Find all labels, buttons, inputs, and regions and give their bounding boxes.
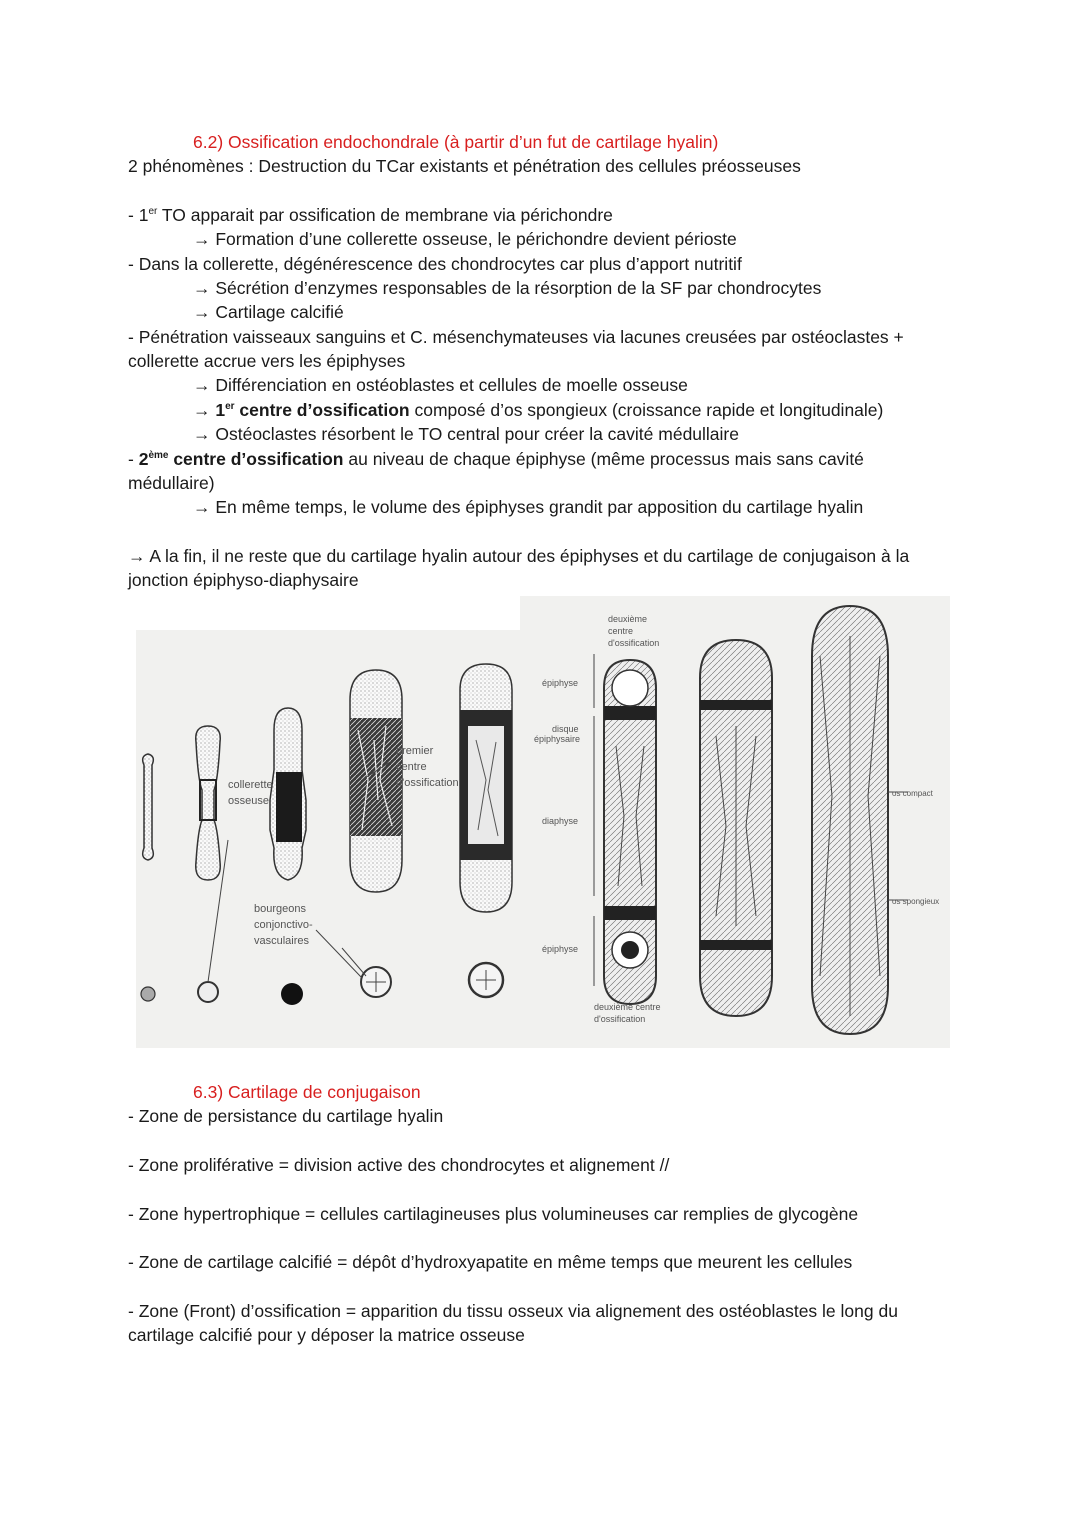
bold-sup: er	[225, 401, 235, 412]
label-deuxieme-top: deuxième	[608, 614, 648, 624]
bullet-2-sub-1: → Sécrétion d’enzymes responsables de la résorption de la SF par chondrocytes	[193, 278, 822, 298]
bullet-3-sub-3: → Ostéoclastes résorbent le TO central pour créer la cavité médullaire	[193, 424, 739, 444]
bold-number: 1	[215, 400, 226, 420]
label-deuxieme-bottom: deuxième centre	[594, 1002, 661, 1012]
bullet-1-text-end: TO apparait par ossification de membrane via périchondre	[157, 205, 613, 225]
conclusion-line-2: jonction épiphyso-diaphysaire	[128, 570, 359, 590]
bullet-2: - Dans la collerette, dégénérescence des chondrocytes car plus d’apport nutritif	[128, 254, 742, 274]
intro-line: 2 phénomènes : Destruction du TCar existants et pénétration des cellules préosseuses	[128, 156, 801, 176]
bullet-4-line-1	[128, 447, 864, 471]
zone-3: - Zone hypertrophique = cellules cartilagineuses plus volumineuses car remplies de glycogène	[128, 1204, 859, 1224]
label-ossification: d'ossification	[396, 777, 459, 789]
label-premier: premier	[396, 745, 434, 757]
label-diaphyse: diaphyse	[542, 816, 579, 826]
label-bourgeons: bourgeons	[254, 903, 306, 915]
stage-5-marrow-cavity	[460, 664, 512, 912]
zone-5-line-1: - Zone (Front) d’ossification = apparition du tissu osseux via alignement des ostéoblastes le long du	[128, 1301, 898, 1321]
label-ossification-bottom: d'ossification	[594, 1014, 646, 1024]
dash: -	[128, 449, 139, 469]
zone-4: - Zone de cartilage calcifié = dépôt d’hydroxyapatite en même temps que meurent les cellules	[128, 1252, 853, 1272]
label-centre: centre	[396, 761, 427, 773]
bullet-4-sub-1: → En même temps, le volume des épiphyses grandit par apposition du cartilage hyalin	[193, 497, 864, 517]
stage-4-primary-center	[350, 670, 402, 892]
section-heading-6-3: 6.3) Cartilage de conjugaison	[193, 1082, 421, 1102]
bold-term: centre d’ossification	[234, 400, 410, 420]
section-heading-6-2: 6.2) Ossification endochondrale (à partir d’un fut de cartilage hyalin)	[193, 132, 719, 152]
stage-3-calcified-cartilage	[270, 708, 306, 880]
label-centre-top: centre	[608, 626, 634, 636]
bullet-3-sub-2-rest: composé d’os spongieux (croissance rapide et longitudinale)	[409, 400, 884, 420]
zone-5-line-2: cartilage calcifié pour y déposer la matrice osseuse	[128, 1325, 525, 1345]
bullet-3-line-2: collerette accrue vers les épiphyses	[128, 351, 406, 371]
bullet-1-text: - 1	[128, 205, 149, 225]
label-os-spongieux: os spongieux	[892, 897, 940, 906]
arrow: →	[193, 400, 216, 420]
label-conjonctivo: conjonctivo-	[254, 919, 313, 931]
bullet-4-rest: au niveau de chaque épiphyse (même processus mais sans cavité	[343, 449, 864, 469]
bullet-3-line-1: - Pénétration vaisseaux sanguins et C. mésenchymateuses via lacunes creusées par ostéoclastes +	[128, 327, 904, 347]
bullet-2-sub-2: → Cartilage calcifié	[193, 302, 344, 322]
figure-left-svg	[136, 630, 520, 1048]
cross-section-3	[281, 983, 303, 1005]
zone-2: - Zone proliférative = division active des chondrocytes et alignement //	[128, 1155, 670, 1175]
cross-section-2	[198, 982, 218, 1002]
label-ossification-top: d'ossification	[608, 638, 660, 648]
label-epiphyse-top: épiphyse	[542, 678, 579, 688]
stage-2-bone-collar	[196, 726, 221, 880]
bone-3	[812, 606, 888, 1034]
label-collerette: collerette	[228, 779, 273, 791]
bullet-3-sub-2	[193, 398, 883, 422]
bold-sup: ème	[148, 450, 169, 461]
label-osseuse: osseuse	[228, 795, 269, 807]
stage-1-cartilage-model	[143, 754, 154, 860]
figure-right-svg	[520, 596, 950, 1048]
cross-section-1	[141, 987, 155, 1001]
bone-1	[604, 660, 656, 1004]
bullet-1	[128, 203, 613, 227]
bullet-1-sup: er	[148, 206, 158, 217]
label-epiphysaire: épiphysaire	[534, 734, 581, 744]
zone-1: - Zone de persistance du cartilage hyalin	[128, 1106, 444, 1126]
bullet-4-line-2: médullaire)	[128, 473, 215, 493]
bullet-1-sub-1: → Formation d’une collerette osseuse, le périchondre devient périoste	[193, 229, 737, 249]
bullet-3-sub-1: → Différenciation en ostéoblastes et cellules de moelle osseuse	[193, 375, 688, 395]
label-os-compact: os compact	[892, 789, 933, 798]
figure-endochondral-stages	[136, 630, 520, 1048]
bone-2	[700, 640, 772, 1016]
label-epiphyse-bottom: épiphyse	[542, 944, 579, 954]
bold-number: 2	[138, 449, 149, 469]
conclusion-line-1: → A la fin, il ne reste que du cartilage hyalin autour des épiphyses et du cartilage de conjugaison à la	[128, 546, 910, 566]
label-vasculaires: vasculaires	[254, 935, 310, 947]
figure-secondary-ossification	[520, 596, 950, 1048]
label-disque: disque	[552, 724, 579, 734]
bold-term: centre d’ossification	[168, 449, 344, 469]
